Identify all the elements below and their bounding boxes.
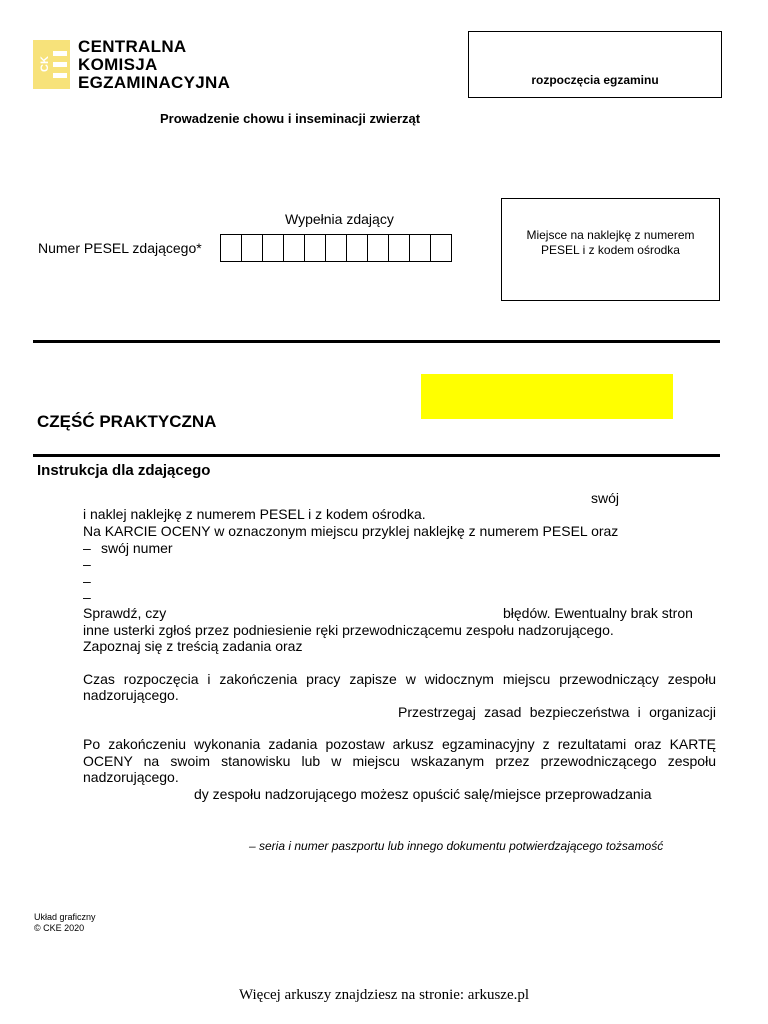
highlight-box — [421, 374, 673, 419]
instruction-line: Po zakończeniu wykonania zadania pozostaw arkusz egzaminacyjny z rezultatami oraz KARTĘ — [83, 736, 716, 752]
instruction-line: Na KARCIE OCENY w oznaczonym miejscu przyklej naklejkę z numerem PESEL oraz — [83, 523, 619, 539]
pesel-input-grid[interactable] — [220, 234, 451, 262]
credits — [34, 912, 96, 934]
pesel-digit-cell[interactable] — [409, 234, 431, 262]
pesel-digit-cell[interactable] — [241, 234, 263, 262]
pesel-digit-cell[interactable] — [430, 234, 452, 262]
footnote: – seria i numer paszportu lub innego dokumentu potwierdzającego tożsamość — [249, 839, 664, 853]
pesel-digit-cell[interactable] — [367, 234, 389, 262]
pesel-digit-cell[interactable] — [346, 234, 368, 262]
instruction-line: i naklej naklejkę z numerem PESEL i z kodem ośrodka. — [83, 506, 426, 522]
pesel-label: Numer PESEL zdającego* — [38, 240, 202, 256]
instruction-line: dy zespołu nadzorującego możesz opuścić salę/miejsce przeprowadzania — [194, 786, 652, 802]
pesel-digit-cell[interactable] — [388, 234, 410, 262]
logo-line-1: CENTRALNA — [78, 37, 187, 56]
instruction-line: błędów. Ewentualny brak stron — [503, 605, 693, 621]
instruction-line: Przestrzegaj zasad bezpieczeństwa i organizacji — [398, 704, 716, 720]
pesel-digit-cell[interactable] — [262, 234, 284, 262]
instruction-line: OCENY na swoim stanowisku lub w miejscu wskazanym przez przewodniczącego zespołu — [83, 753, 716, 769]
instruction-line: Zapoznaj się z treścią zadania oraz — [83, 638, 303, 654]
instructions-title: Instrukcja dla zdającego — [37, 462, 211, 479]
section-title: CZĘŚĆ PRAKTYCZNA — [37, 412, 217, 431]
instruction-line: Sprawdź, czy — [83, 605, 167, 621]
divider-top — [33, 340, 720, 343]
logo-e-icon — [53, 43, 67, 86]
logo-badge: CK — [39, 56, 51, 72]
logo-wordmark — [78, 38, 230, 92]
instruction-dash: – — [83, 556, 91, 572]
exam-subject: Prowadzenie chowu i inseminacji zwierząt — [160, 111, 421, 126]
pesel-digit-cell[interactable] — [325, 234, 347, 262]
instruction-line: nadzorującego. — [83, 769, 179, 785]
footer-link-text[interactable]: Więcej arkuszy znajdziesz na stronie: arkusze.pl — [238, 987, 530, 1003]
divider-bottom — [33, 454, 720, 457]
instruction-dash: – — [83, 589, 91, 605]
credits-line-2: © CKE 2020 — [34, 923, 85, 933]
pesel-digit-cell[interactable] — [304, 234, 326, 262]
instruction-dash: – — [83, 540, 91, 556]
instruction-dash: – — [83, 573, 91, 589]
pesel-digit-cell[interactable] — [220, 234, 242, 262]
instruction-line: Czas rozpoczęcia i zakończenia pracy zapisze w widocznym miejscu przewodniczący zespołu — [83, 671, 716, 687]
exam-start-box — [468, 31, 722, 98]
instruction-line: swój numer — [101, 540, 173, 556]
credits-line-1: Układ graficzny — [34, 912, 96, 922]
instruction-line: inne usterki zgłoś przez podniesienie ręki przewodniczącemu zespołu nadzorującego. — [83, 622, 614, 638]
sticker-area-label: Miejsce na naklejkę z numerem PESEL i z kodem ośrodka — [526, 228, 695, 257]
pesel-digit-cell[interactable] — [283, 234, 305, 262]
logo-line-3: EGZAMINACYJNA — [78, 73, 231, 92]
instruction-line: nadzorującego. — [83, 687, 179, 703]
logo-line-2: KOMISJA — [78, 55, 158, 74]
fill-by-candidate-label: Wypełnia zdający — [285, 211, 394, 227]
instruction-line: swój — [591, 490, 620, 506]
exam-start-label: rozpoczęcia egzaminu — [531, 73, 659, 87]
